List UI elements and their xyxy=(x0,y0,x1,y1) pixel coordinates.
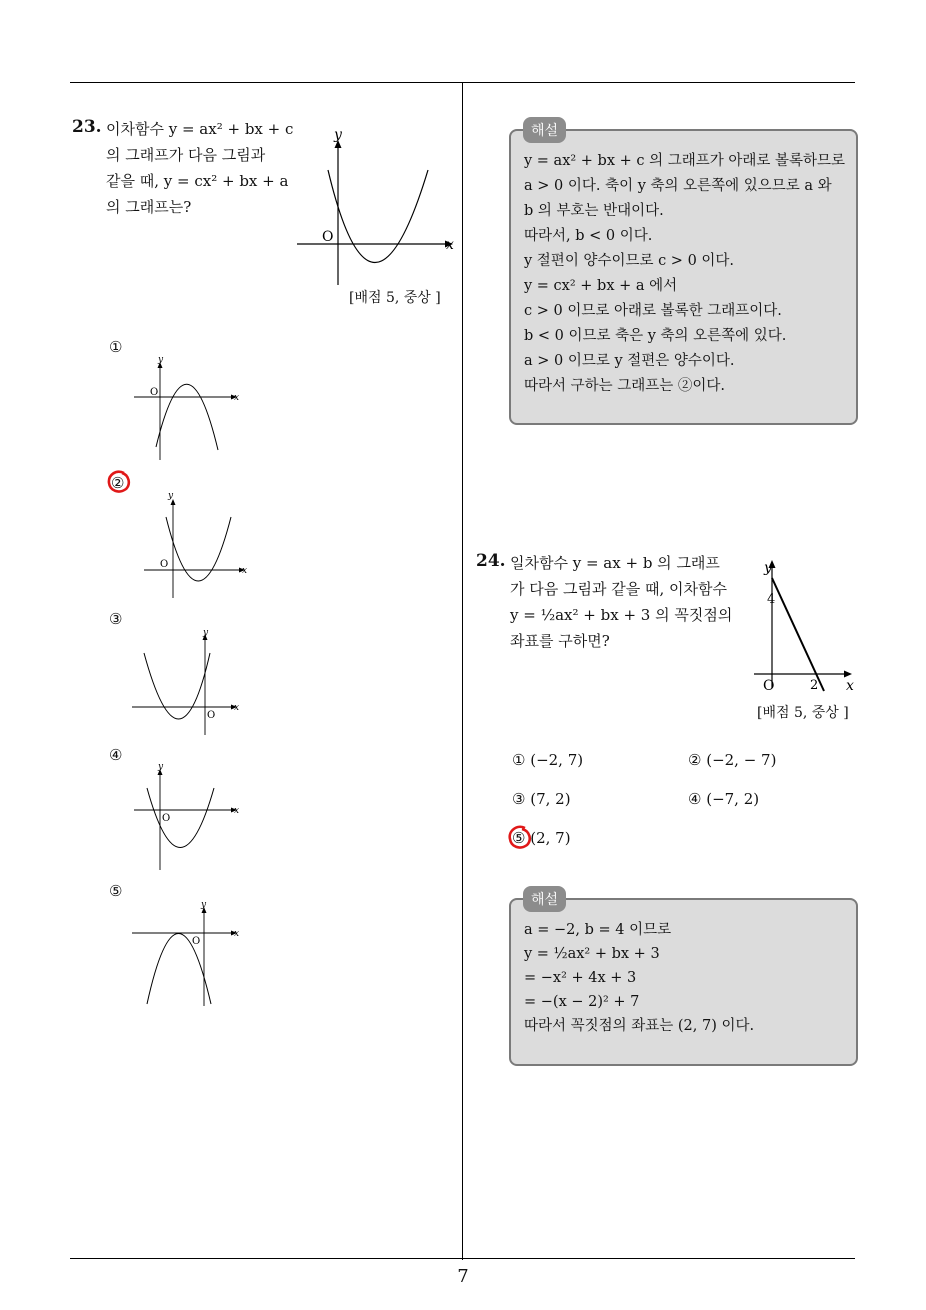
q24-explanation-lines xyxy=(524,918,754,1038)
q24-graph-x-intercept: 2 xyxy=(810,678,819,693)
q24-number: 24. xyxy=(476,551,506,571)
q23-option-5-y: y xyxy=(201,900,207,910)
q23-option-1-origin: O xyxy=(150,387,159,398)
q23-graph-origin: O xyxy=(322,229,334,245)
q24-option-3[interactable]: ③ (7, 2) xyxy=(512,790,571,808)
q24-line: 가 다음 그림과 같을 때, 이차함수 xyxy=(510,580,727,598)
q23-option-1-y: y xyxy=(158,355,164,365)
q23-option-4-graph xyxy=(130,762,245,872)
q24-option-1[interactable]: ① (−2, 7) xyxy=(512,751,584,769)
q24-graph-origin: O xyxy=(763,678,775,694)
q24-score-tag: [배점 5, 중상 ] xyxy=(757,705,849,721)
q23-option-2[interactable]: ② xyxy=(111,474,125,492)
option-mark-circle xyxy=(104,467,134,497)
q24-line: y = ½ax² + bx + 3 의 꼭짓점의 xyxy=(510,606,733,624)
explanation-line: c > 0 이므로 아래로 볼록한 그래프이다. xyxy=(524,303,782,319)
q23-score-tag: [배점 5, 중상 ] xyxy=(349,290,441,306)
q23-line: 같을 때, y = cx² + bx + a xyxy=(106,172,289,190)
explanation-line: y = ax² + bx + c 의 그래프가 아래로 볼록하므로 xyxy=(524,153,846,169)
q23-option-5-origin: O xyxy=(192,936,201,947)
q24-option-4[interactable]: ④ (−7, 2) xyxy=(688,790,760,808)
q23-graph xyxy=(295,125,460,285)
q23-explanation-title: 해설 xyxy=(523,117,566,143)
q23-option-4-origin: O xyxy=(162,813,171,824)
page-number: 7 xyxy=(457,1266,469,1287)
q23-option-2-y: y xyxy=(168,491,174,501)
q24-option-2[interactable]: ② (−2, − 7) xyxy=(688,751,777,769)
q23-option-5[interactable]: ⑤ xyxy=(109,882,123,900)
explanation-line: = −x² + 4x + 3 xyxy=(524,970,637,986)
q23-number: 23. xyxy=(72,117,102,137)
column-divider xyxy=(462,82,463,1260)
q23-line: 의 그래프가 다음 그림과 xyxy=(106,146,266,164)
explanation-line: 따라서, b < 0 이다. xyxy=(524,228,653,244)
q24-explanation-box xyxy=(509,898,858,1066)
q23-option-3-graph xyxy=(130,625,245,740)
q23-option-1[interactable]: ① xyxy=(109,338,123,356)
q23-explanation-box xyxy=(509,129,858,425)
q23-line: 의 그래프는? xyxy=(106,198,192,216)
q24-graph-y-intercept: 4 xyxy=(767,592,776,607)
q23-option-5-graph xyxy=(130,898,245,1008)
q23-explanation-lines xyxy=(524,149,845,399)
q23-graph-x-label: x xyxy=(446,237,454,253)
explanation-line: b < 0 이므로 축은 y 축의 오른쪽에 있다. xyxy=(524,328,787,344)
explanation-line: y = cx² + bx + a 에서 xyxy=(524,278,678,294)
q23-option-1-graph xyxy=(130,355,245,465)
explanation-line: a = −2, b = 4 이므로 xyxy=(524,922,672,938)
explanation-line: y = ½ax² + bx + 3 xyxy=(524,946,660,962)
q23-option-4-x: x xyxy=(234,806,240,816)
explanation-line: a > 0 이므로 y 절편은 양수이다. xyxy=(524,353,735,369)
explanation-line: 따라서 꼭짓점의 좌표는 (2, 7) 이다. xyxy=(524,1018,755,1034)
q24-graph-y-label: y xyxy=(764,560,772,576)
explanation-line: 따라서 구하는 그래프는 ②이다. xyxy=(524,378,726,394)
q23-option-1-x: x xyxy=(234,393,240,403)
q24-graph-x-label: x xyxy=(846,678,854,694)
q24-option-5[interactable]: ⑤ (2, 7) xyxy=(512,829,571,847)
q23-option-3-x: x xyxy=(234,703,240,713)
q24-text xyxy=(510,550,732,654)
q23-option-3-origin: O xyxy=(207,710,216,721)
q23-text xyxy=(106,116,293,220)
q23-graph-y-label: y xyxy=(334,127,342,143)
explanation-line: = −(x − 2)² + 7 xyxy=(524,994,640,1010)
q24-line: 일차함수 y = ax + b 의 그래프 xyxy=(510,554,720,572)
q23-option-3[interactable]: ③ xyxy=(109,610,123,628)
explanation-line: y 절편이 양수이므로 c > 0 이다. xyxy=(524,253,735,269)
q23-option-3-y: y xyxy=(203,628,209,638)
q24-line: 좌표를 구하면? xyxy=(510,632,610,650)
q23-line: 이차함수 y = ax² + bx + c xyxy=(106,120,294,138)
q23-option-4-y: y xyxy=(158,762,164,772)
q24-explanation-title: 해설 xyxy=(523,886,566,912)
q23-option-4[interactable]: ④ xyxy=(109,746,123,764)
option-mark-circle xyxy=(505,823,535,853)
q23-option-2-graph xyxy=(140,490,255,600)
explanation-line: b 의 부호는 반대이다. xyxy=(524,203,664,219)
q23-option-2-origin: O xyxy=(160,559,169,570)
explanation-line: a > 0 이다. 축이 y 축의 오른쪽에 있으므로 a 와 xyxy=(524,178,832,194)
q23-option-5-x: x xyxy=(234,929,240,939)
q23-option-2-x: x xyxy=(242,566,248,576)
q24-graph xyxy=(752,556,857,696)
